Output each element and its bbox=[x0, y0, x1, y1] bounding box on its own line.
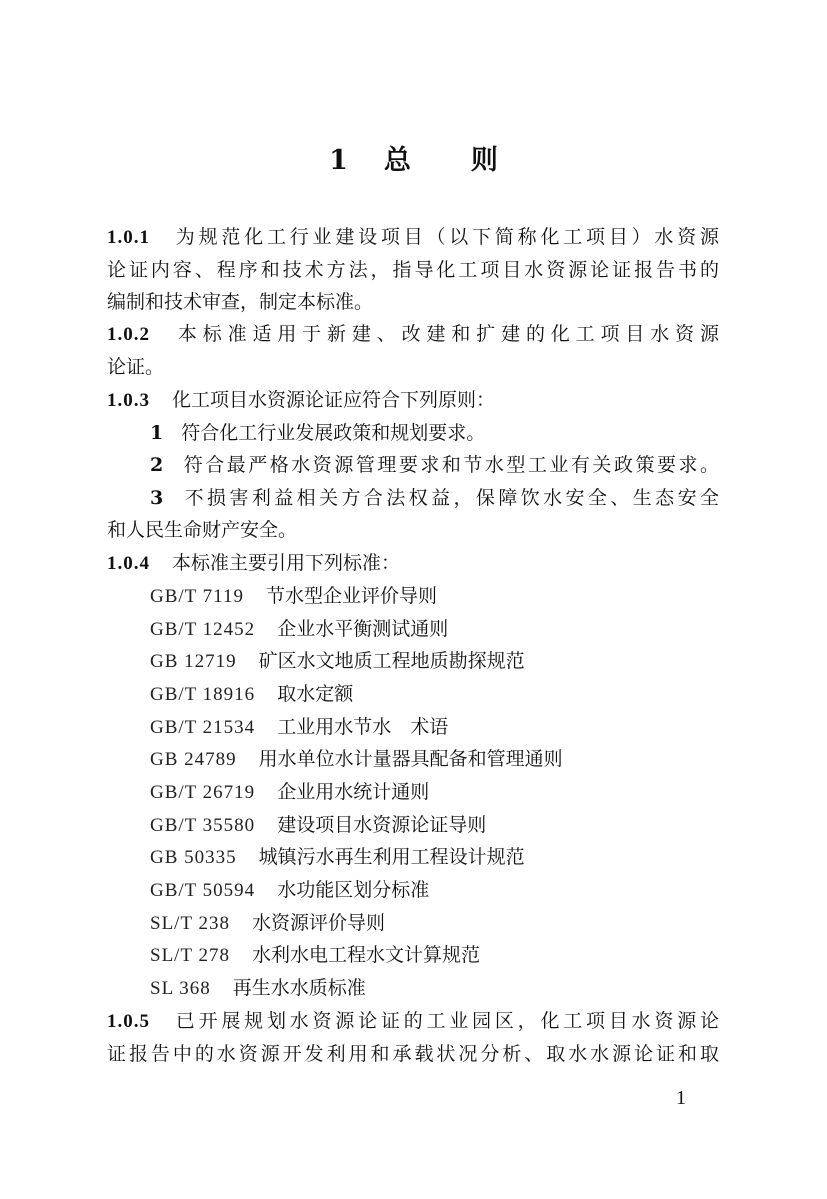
standard-code: GB/T 12452 bbox=[150, 619, 256, 640]
clause-text: 已开展规划水资源论证的工业园区，化工项目水资源论 bbox=[172, 1010, 719, 1032]
standard-code: SL 368 bbox=[150, 978, 211, 999]
standard-name: 城镇污水再生利用工程设计规范 bbox=[258, 846, 525, 868]
standard-name: 水功能区划分标准 bbox=[277, 879, 430, 901]
clause-1-0-1-line-3: 编制和技术审查，制定本标准。 bbox=[107, 291, 374, 313]
reference-standard bbox=[150, 617, 448, 642]
clause-number: 1.0.1 bbox=[107, 227, 150, 248]
standard-code: SL/T 278 bbox=[150, 945, 230, 966]
reference-standard bbox=[150, 715, 448, 740]
reference-standard bbox=[150, 584, 437, 609]
clause-1-0-5-line-1 bbox=[107, 1009, 719, 1034]
clause-1-0-3-line-1 bbox=[107, 388, 719, 413]
reference-standard bbox=[150, 813, 486, 838]
standard-name: 再生水水质标准 bbox=[232, 977, 366, 999]
standard-name: 企业用水统计通则 bbox=[277, 781, 430, 803]
clause-1-0-4-line-1 bbox=[107, 551, 719, 576]
reference-standard bbox=[150, 943, 480, 968]
standard-code: GB 24789 bbox=[150, 749, 237, 770]
item-text: 不损害利益相关方合法权益，保障饮水安全、生态安全 bbox=[181, 487, 719, 509]
clause-1-0-2-line-2: 论证。 bbox=[107, 356, 165, 378]
reference-standard bbox=[150, 845, 525, 870]
clause-number: 1.0.5 bbox=[107, 1011, 150, 1032]
standard-code: GB/T 35580 bbox=[150, 815, 256, 836]
reference-standard bbox=[150, 780, 429, 805]
clause-1-0-2-line-1 bbox=[107, 322, 719, 347]
reference-standard bbox=[150, 878, 429, 903]
reference-standard bbox=[150, 682, 353, 707]
item-number: 1 bbox=[150, 422, 164, 444]
page-number: 1 bbox=[676, 1087, 686, 1109]
clause-text: 化工项目水资源论证应符合下列原则： bbox=[172, 389, 496, 411]
item-text: 符合最严格水资源管理要求和节水型工业有关政策要求。 bbox=[181, 454, 719, 476]
standard-code: GB/T 26719 bbox=[150, 782, 256, 803]
standard-name: 水资源评价导则 bbox=[251, 912, 385, 934]
reference-standard bbox=[150, 747, 563, 772]
clause-text: 本标准适用于新建、改建和扩建的化工项目水资源 bbox=[172, 323, 719, 345]
standard-name: 取水定额 bbox=[277, 683, 354, 705]
clause-1-0-1-line-1 bbox=[107, 225, 719, 250]
standard-code: GB/T 18916 bbox=[150, 684, 256, 705]
clause-text: 为规范化工行业建设项目（以下简称化工项目）水资源 bbox=[172, 226, 719, 248]
standard-name: 节水型企业评价导则 bbox=[265, 585, 437, 607]
reference-standard bbox=[150, 976, 366, 1001]
item-text: 符合化工行业发展政策和规划要求。 bbox=[181, 422, 486, 444]
clause-number: 1.0.2 bbox=[107, 324, 150, 345]
principle-item-3 bbox=[150, 486, 719, 510]
standard-code: GB 12719 bbox=[150, 651, 237, 672]
standard-code: GB/T 50594 bbox=[150, 880, 256, 901]
standard-name: 矿区水文地质工程地质勘探规范 bbox=[258, 650, 525, 672]
chapter-title-char-2: 则 bbox=[470, 145, 498, 176]
principle-item-3-continuation: 和人民生命财产安全。 bbox=[107, 519, 298, 541]
standard-code: GB/T 21534 bbox=[150, 717, 256, 738]
standard-name: 水利水电工程水文计算规范 bbox=[251, 944, 480, 966]
chapter-title bbox=[0, 138, 827, 177]
standard-name: 建设项目水资源论证导则 bbox=[277, 814, 487, 836]
standard-name: 工业用水节水 术语 bbox=[277, 716, 449, 738]
clause-number: 1.0.4 bbox=[107, 553, 150, 574]
principle-item-2 bbox=[150, 453, 719, 477]
reference-standard bbox=[150, 649, 525, 674]
item-number: 3 bbox=[150, 487, 164, 509]
clause-1-0-5-line-2: 证报告中的水资源开发利用和承载状况分析、取水水源论证和取 bbox=[107, 1043, 719, 1065]
reference-standard bbox=[150, 911, 385, 936]
standard-code: GB/T 7119 bbox=[150, 586, 244, 607]
chapter-title-char-1: 总 bbox=[383, 145, 411, 176]
clause-text: 本标准主要引用下列标准： bbox=[172, 552, 401, 574]
principle-item-1 bbox=[150, 421, 719, 445]
standard-code: GB 50335 bbox=[150, 847, 237, 868]
item-number: 2 bbox=[150, 454, 164, 476]
chapter-number: 1 bbox=[329, 145, 348, 176]
standard-name: 企业水平衡测试通则 bbox=[277, 618, 449, 640]
clause-1-0-1-line-2: 论证内容、程序和技术方法，指导化工项目水资源论证报告书的 bbox=[107, 259, 719, 281]
standard-name: 用水单位水计量器具配备和管理通则 bbox=[258, 748, 563, 770]
standard-code: SL/T 238 bbox=[150, 913, 230, 934]
clause-number: 1.0.3 bbox=[107, 390, 150, 411]
